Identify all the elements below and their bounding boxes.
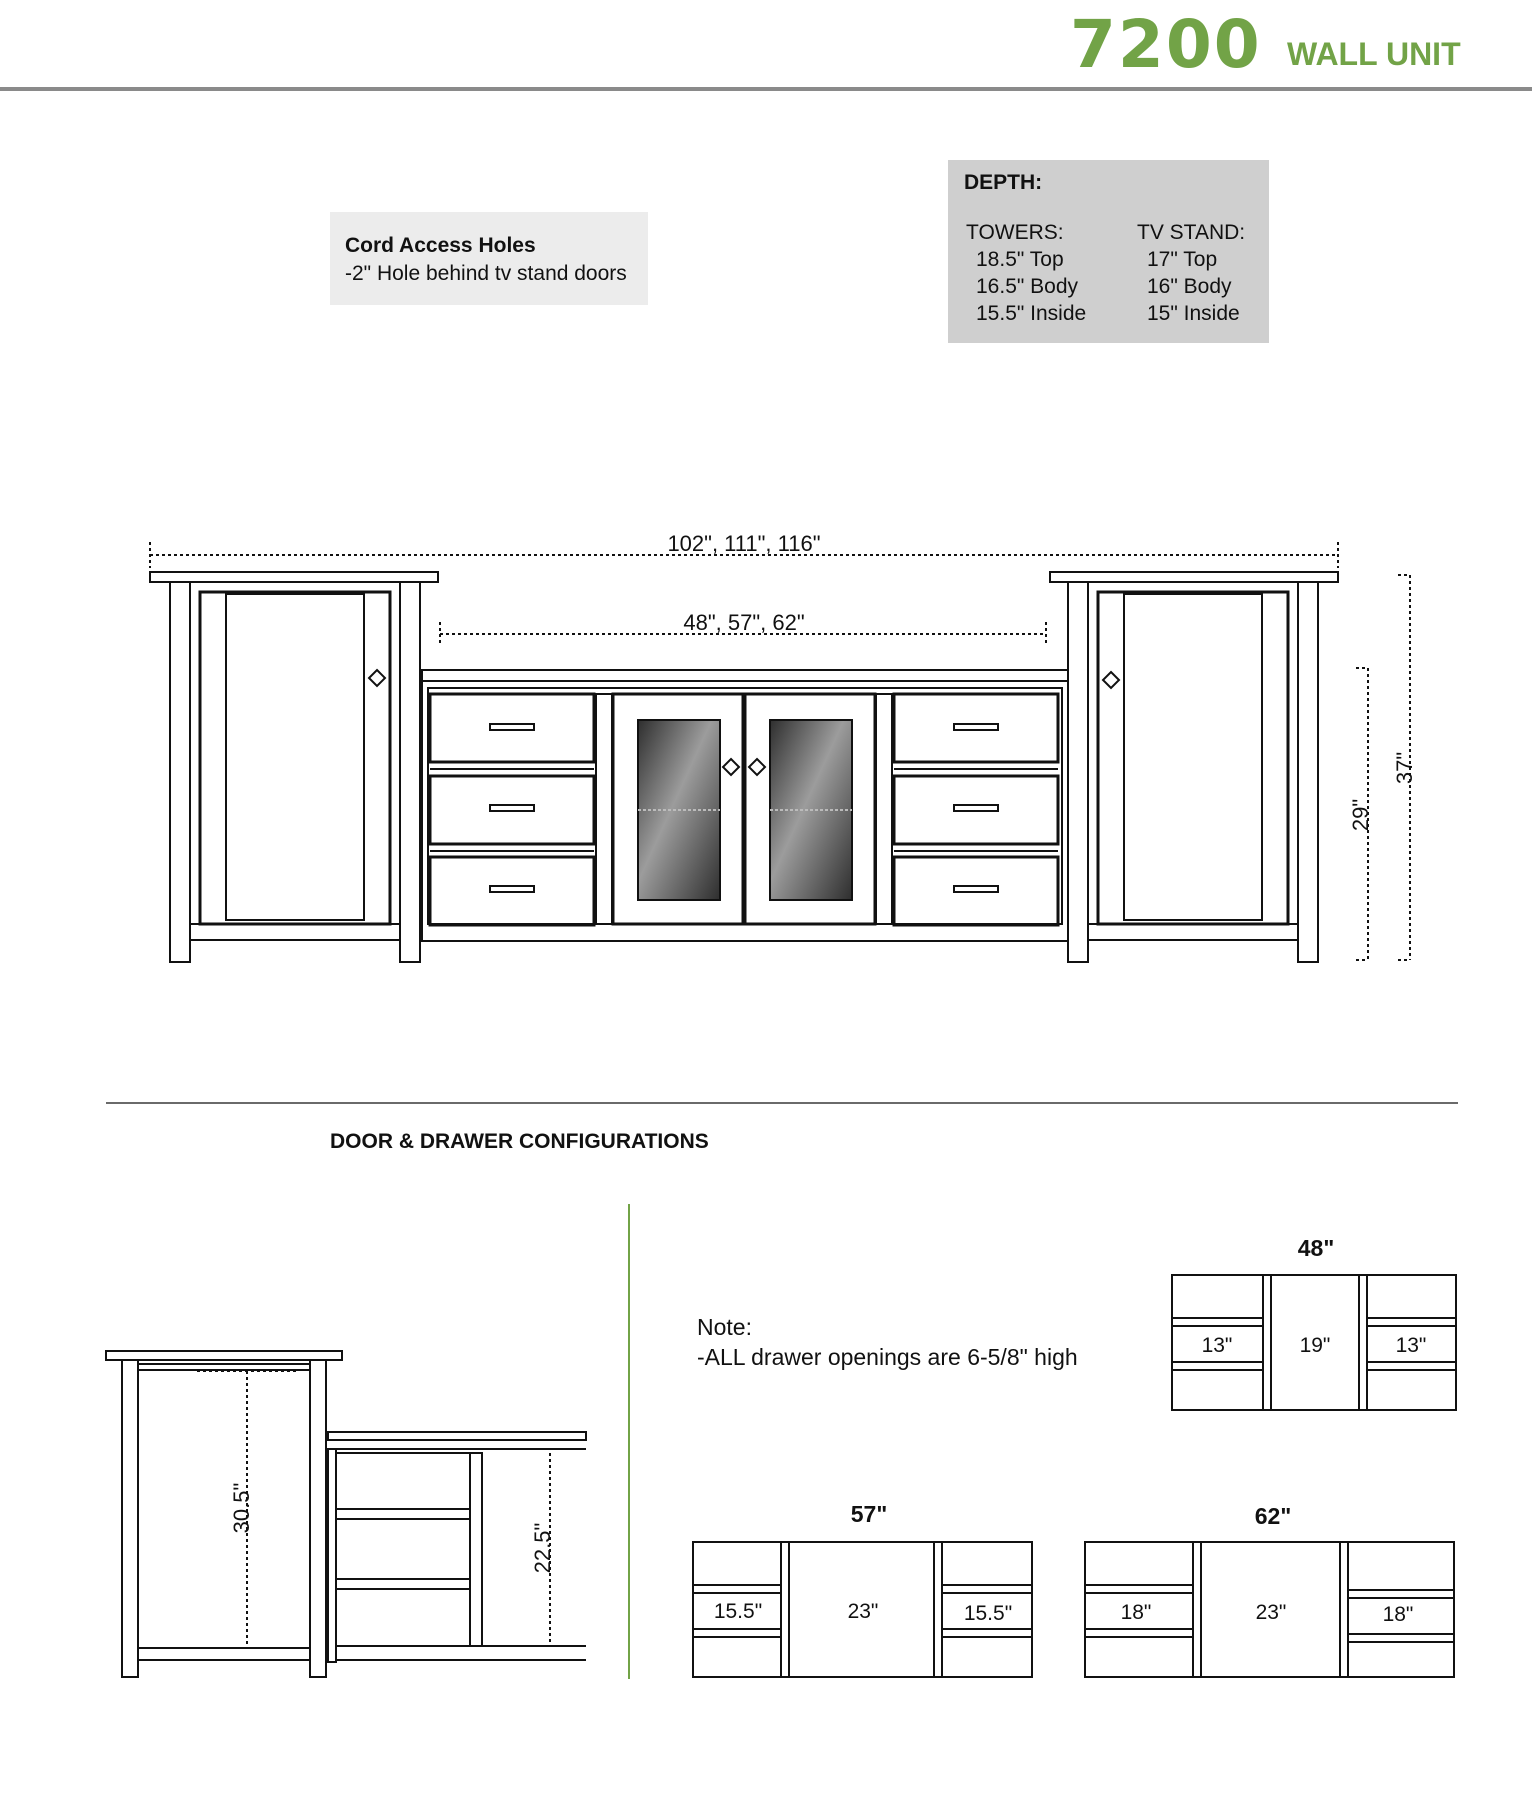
tv-stand-top: 17" Top — [1147, 248, 1218, 271]
side-stand-top — [328, 1432, 586, 1440]
header-divider — [0, 87, 1532, 91]
depth-box — [948, 160, 1269, 343]
config-48-title: 48" — [1297, 1235, 1335, 1261]
stand-width-label: 48", 57", 62" — [683, 610, 805, 635]
config-57-right: 15.5" — [963, 1602, 1013, 1625]
config-62-left: 18" — [1120, 1601, 1152, 1624]
tv-stand-column — [1137, 219, 1245, 327]
tower-inner-height-label: 30.5" — [229, 1482, 254, 1534]
tv-stand-label: TV STAND: — [1137, 221, 1246, 244]
config-divider — [628, 1204, 630, 1679]
tv-stand-body: 16" Body — [1147, 275, 1232, 298]
model-number: 7200 — [1070, 6, 1262, 83]
side-tower-top — [106, 1351, 342, 1360]
config-57-title: 57" — [850, 1501, 888, 1527]
side-view-drawing — [0, 1340, 600, 1690]
glass-door-knob-left — [723, 759, 739, 775]
config-62-title: 62" — [1254, 1503, 1292, 1529]
towers-column — [966, 219, 1086, 327]
config-48-left: 13" — [1201, 1334, 1233, 1357]
config-48-center: 19" — [1299, 1334, 1331, 1357]
front-view-drawing — [0, 520, 1532, 980]
left-tower-door — [200, 592, 390, 924]
stand-inner-height-label: 22.5" — [530, 1522, 555, 1574]
tv-stand-inside: 15" Inside — [1147, 302, 1240, 325]
config-57-left: 15.5" — [713, 1600, 763, 1623]
config-57-center: 23" — [847, 1600, 879, 1623]
glass-door-knob-right — [749, 759, 765, 775]
config-48-right: 13" — [1395, 1334, 1427, 1357]
right-tower-door — [1098, 592, 1288, 924]
product-name: WALL UNIT — [1287, 36, 1461, 72]
tower-height-label: 37" — [1392, 751, 1417, 785]
config-62-center: 23" — [1255, 1601, 1287, 1624]
section-divider — [106, 1102, 1458, 1104]
config-diagrams — [680, 1220, 1480, 1700]
towers-body: 16.5" Body — [976, 275, 1079, 298]
towers-inside: 15.5" Inside — [976, 302, 1087, 325]
drawer-right-1 — [894, 694, 1058, 762]
right-tower-knob — [1103, 672, 1119, 688]
cord-access-text: -2" Hole behind tv stand doors — [345, 262, 627, 285]
towers-top: 18.5" Top — [976, 248, 1064, 271]
towers-label: TOWERS: — [966, 221, 1064, 244]
stand-height-label: 29" — [1348, 798, 1373, 832]
left-tower-top — [150, 572, 438, 582]
cord-access-title: Cord Access Holes — [345, 234, 536, 257]
left-tower-knob — [369, 670, 385, 686]
configurations-title: DOOR & DRAWER CONFIGURATIONS — [330, 1130, 709, 1153]
drawer-left-1 — [430, 694, 594, 762]
tv-stand-top — [422, 670, 1068, 681]
config-62-right: 18" — [1382, 1603, 1414, 1626]
depth-heading: DEPTH: — [964, 171, 1043, 194]
cord-access-box — [330, 212, 648, 305]
note-label: Note: — [697, 1314, 752, 1340]
right-tower-top — [1050, 572, 1338, 582]
note-text: -ALL drawer openings are 6-5/8" high — [697, 1344, 1078, 1370]
overall-width-label: 102", 111", 116" — [667, 531, 821, 556]
